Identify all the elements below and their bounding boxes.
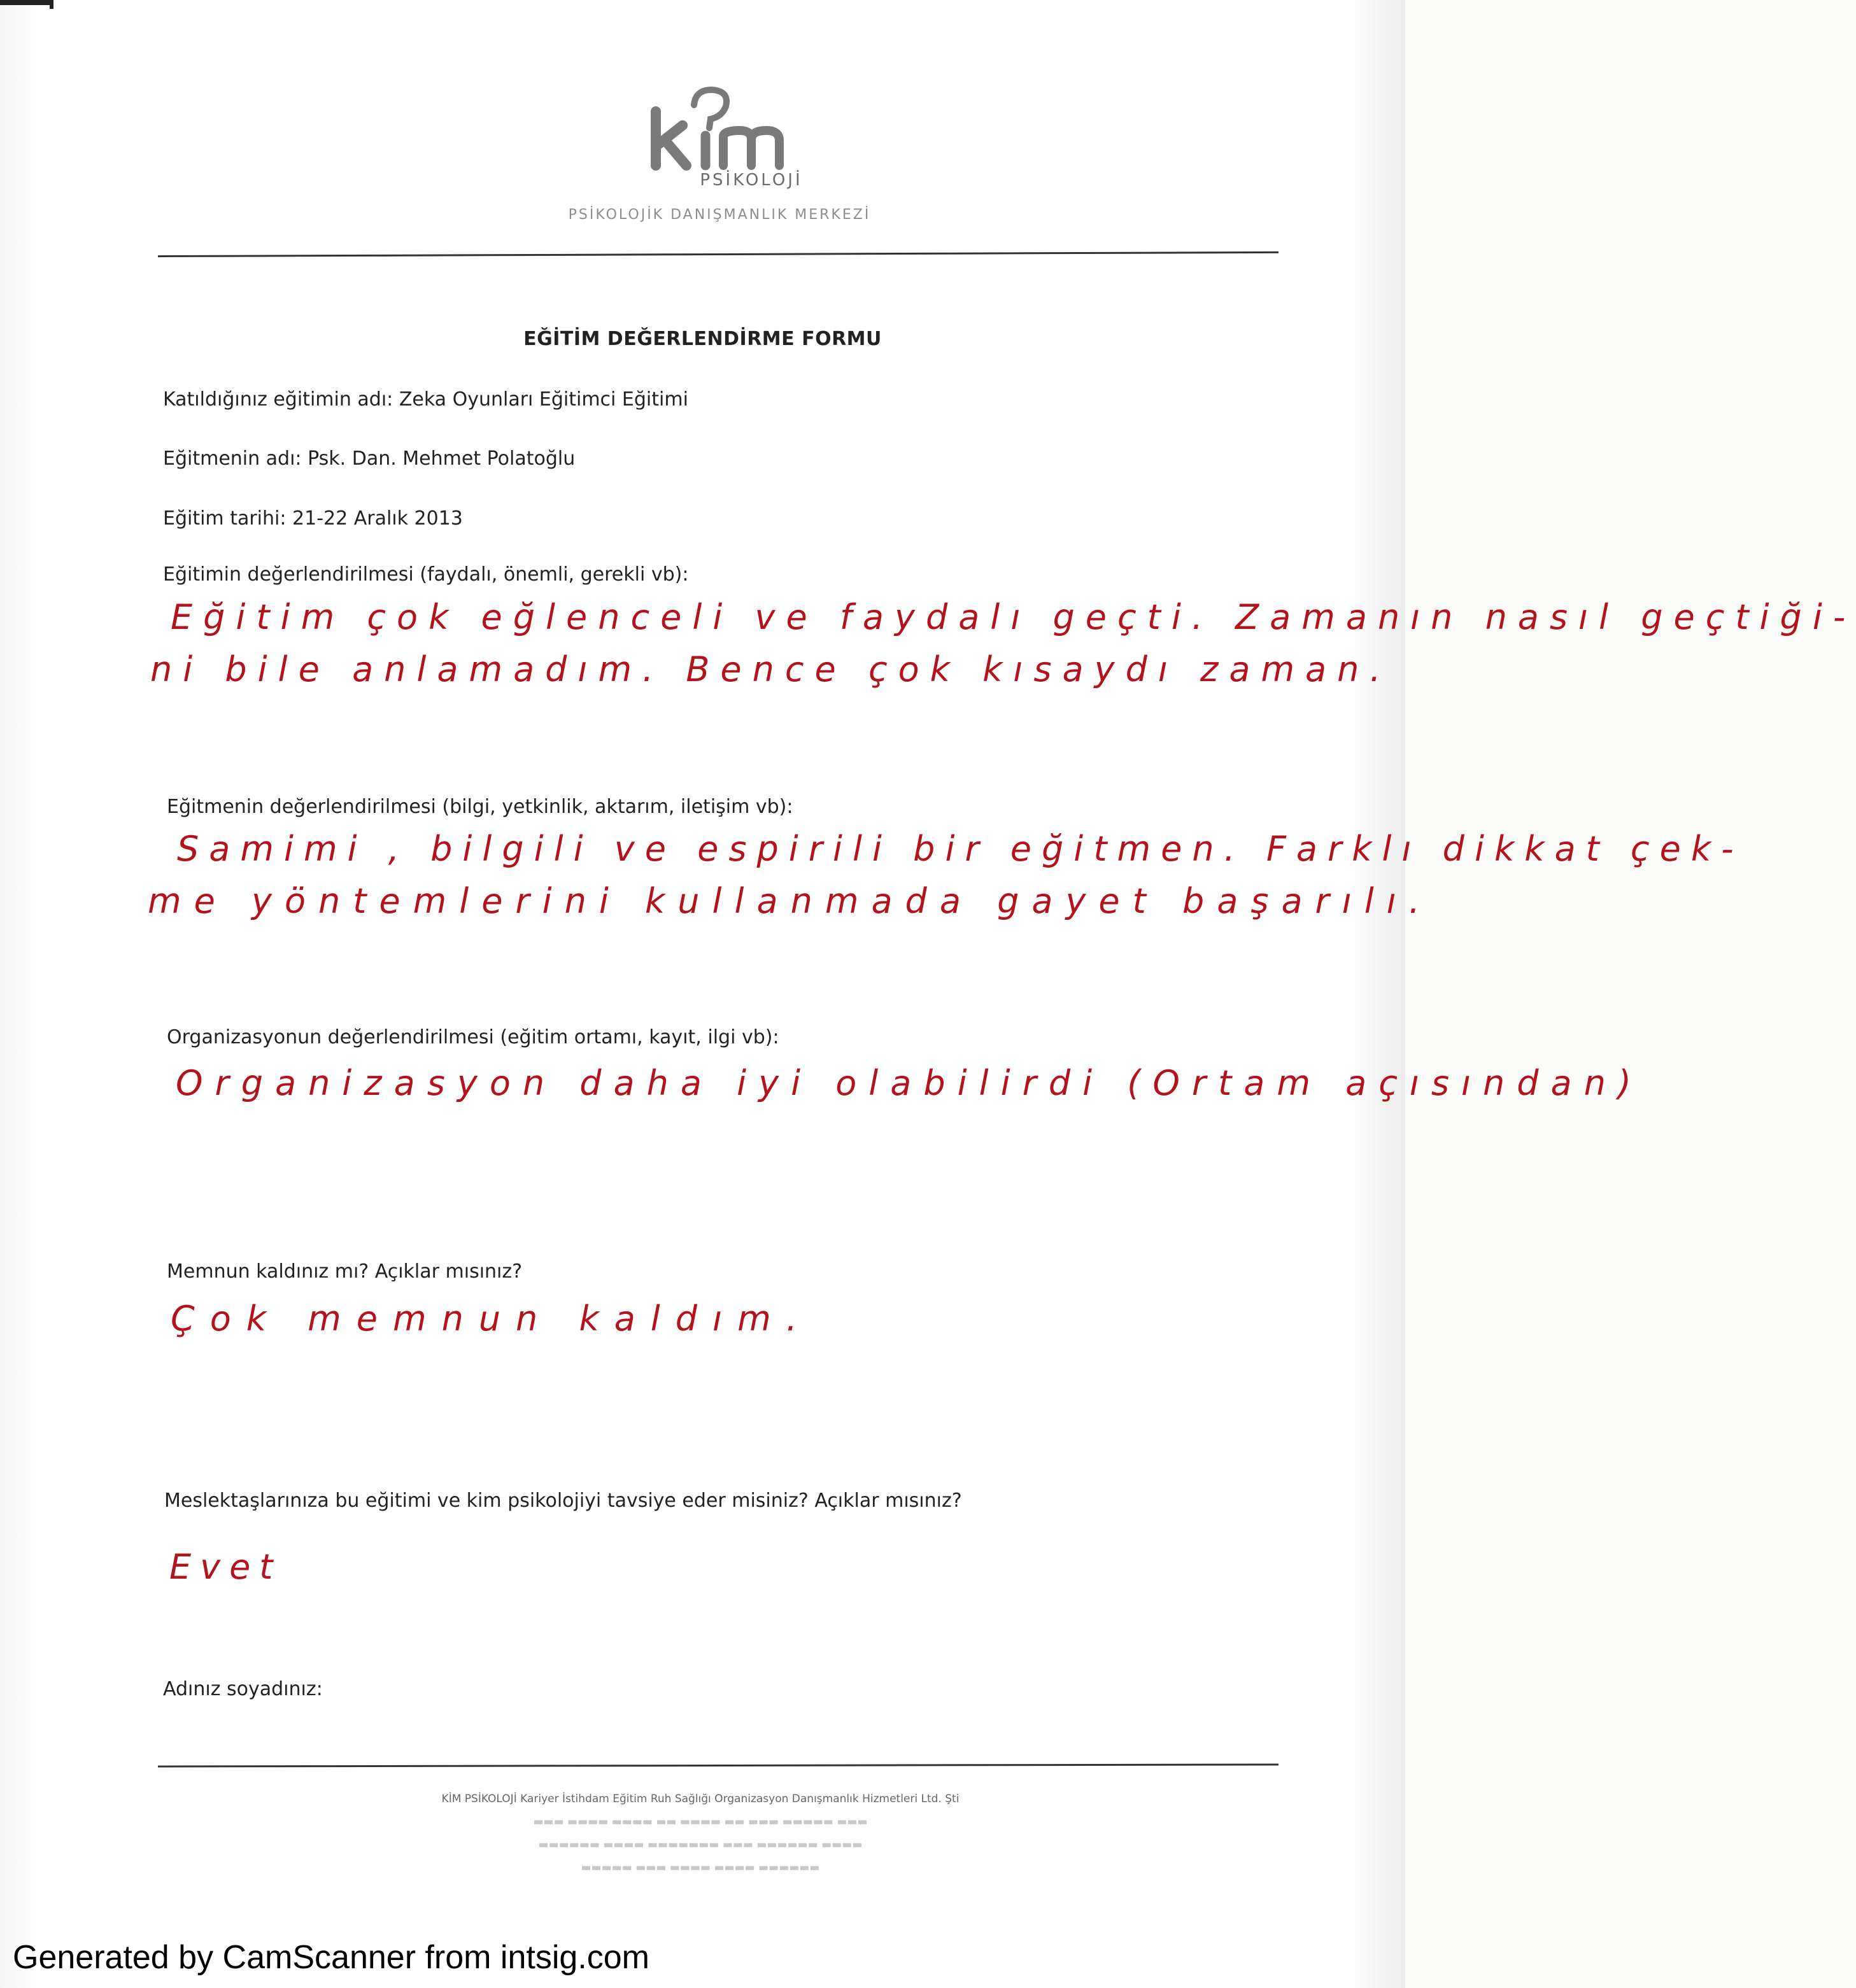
logo-name: PSİKOLOJİ (700, 171, 803, 190)
question-organization-evaluation: Organizasyonun değerlendirilmesi (eğitim ortamı, kayıt, ilgi vb): (167, 1026, 779, 1048)
field-label: Eğitmenin adı: (163, 448, 302, 470)
handwritten-answer-line: Organizasyon daha iyi olabilirdi (Ortam açısından) (176, 1063, 1643, 1103)
handwritten-answer-line: ni bile anlamadım. Bence çok kısaydı zaman. (150, 649, 1392, 689)
company-footer (255, 1787, 1146, 1879)
field-trainer-name (163, 448, 575, 470)
question-training-evaluation: Eğitimin değerlendirilmesi (faydalı, önemli, gerekli vb): (163, 563, 689, 586)
footer-company-line: KİM PSİKOLOJİ Kariyer İstihdam Eğitim Ruh Sağlığı Organizasyon Danışmanlık Hizmetleri Ltd. Şti (441, 1793, 960, 1805)
question-trainer-evaluation: Eğitmenin değerlendirilmesi (bilgi, yetkinlik, aktarım, iletişim vb): (167, 796, 793, 818)
field-value: Psk. Dan. Mehmet Polatoğlu (308, 448, 576, 470)
footer-faded-address: ▬▬▬ ▬▬▬▬ ▬▬▬▬ ▬▬ ▬▬▬▬ ▬▬ ▬▬▬ ▬▬▬▬▬ ▬▬▬ (533, 1815, 868, 1828)
form-title: EĞİTİM DEĞERLENDİRME FORMU (523, 328, 882, 350)
field-value: 21-22 Aralık 2013 (292, 507, 463, 530)
name-label: Adınız soyadınız: (163, 1678, 323, 1700)
question-recommendation: Meslektaşlarınıza bu eğitimi ve kim psikolojiyi tavsiye eder misiniz? Açıklar mısınız? (164, 1490, 962, 1512)
handwritten-answer-line: Çok memnun kaldım. (171, 1299, 812, 1339)
scan-edge-mark (0, 0, 51, 5)
footer-faded-contact: ▬▬▬▬▬▬ ▬▬▬▬ ▬▬▬▬▬▬▬ ▬▬▬ ▬▬▬▬▬▬ ▬▬▬▬ (538, 1838, 863, 1851)
handwritten-answer-line: me yöntemlerini kullanmada gayet başarılı. (148, 881, 1433, 921)
logo-subtitle: PSİKOLOJİK DANIŞMANLIK MERKEZİ (568, 207, 871, 223)
scan-edge-mark (50, 0, 53, 9)
field-label: Katıldığınız eğitimin adı: (163, 388, 393, 411)
field-label: Eğitim tarihi: (163, 507, 287, 530)
kim-logo (624, 86, 809, 175)
handwritten-answer-line: Evet (169, 1547, 282, 1587)
field-training-name (163, 388, 688, 411)
question-satisfaction: Memnun kaldınız mı? Açıklar mısınız? (167, 1260, 523, 1283)
handwritten-answer-line: Eğitim çok eğlenceli ve faydalı geçti. Zamanın nasıl geçtiği- (171, 597, 1856, 637)
handwritten-answer-line: Samimi , bilgili ve espirili bir eğitmen. Farklı dikkat çek- (177, 829, 1744, 869)
scanner-watermark: Generated by CamScanner from intsig.com (13, 1939, 649, 1976)
footer-faded-phone: ▬▬▬▬▬ ▬▬▬ ▬▬▬▬ ▬▬▬▬ ▬▬▬▬▬▬ (581, 1861, 820, 1874)
field-value: Zeka Oyunları Eğitimci Eğitimi (399, 388, 688, 411)
footer-divider (158, 1763, 1279, 1767)
field-training-date (163, 507, 463, 530)
header-divider (158, 251, 1279, 257)
